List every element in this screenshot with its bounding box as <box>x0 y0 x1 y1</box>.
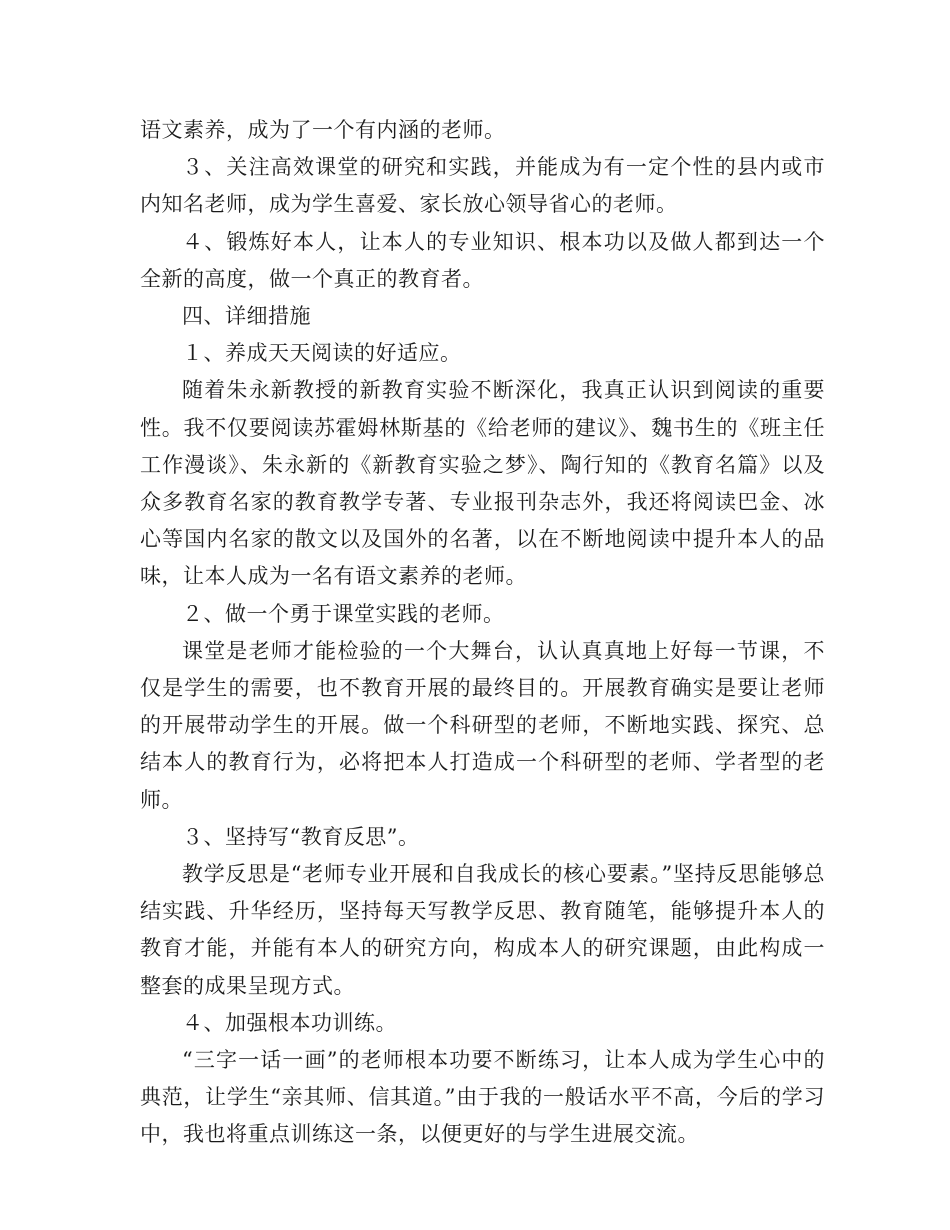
measure-body-3: 教学反思是“老师专业开展和自我成长的核心要素。”坚持反思能够总结实践、升华经历，坚持每天写教学反思、教育随笔，能够提升本人的教育才能，并能有本人的研究方向，构成本人的研究课题，由此构成一整套的成果呈现方式。 <box>140 862 825 998</box>
goal-item-4: ４、锻炼好本人，让本人的专业知识、根本功以及做人都到达一个全新的高度，做一个真正的教育者。 <box>140 229 825 291</box>
section-heading-measures: 四、详细措施 <box>182 304 311 329</box>
document-page <box>140 112 825 1154</box>
measure-body-4: “三字一话一画”的老师根本功要不断练习，让本人成为学生心中的典范，让学生“亲其师、信其道。”由于我的一般话水平不高，今后的学习中，我也将重点训练这一条，以便更好的与学生进展交流。 <box>140 1048 825 1147</box>
measure-body-2: 课堂是老师才能检验的一个大舞台，认认真真地上好每一节课，不仅是学生的需要，也不教育开展的最终目的。开展教育确实是要让老师的开展带动学生的开展。做一个科研型的老师，不断地实践、探究、总结本人的教育行为，必将把本人打造成一个科研型的老师、学者型的老师。 <box>140 638 825 812</box>
measure-heading-4: ４、加强根本功训练。 <box>182 1010 397 1035</box>
measure-heading-1: １、养成天天阅读的好适应。 <box>182 341 462 366</box>
measure-heading-3: ３、坚持写“教育反思”。 <box>182 824 420 849</box>
measure-heading-2: ２、做一个勇于课堂实践的老师。 <box>182 601 505 626</box>
measure-body-1: 随着朱永新教授的新教育实验不断深化，我真正认识到阅读的重要性。我不仅要阅读苏霍姆林斯基的《给老师的建议》、魏书生的《班主任工作漫谈》、朱永新的《新教育实验之梦》、陶行知的《教育名篇》以及众多教育名家的教育教学专著、专业报刊杂志外，我还将阅读巴金、冰心等国内名家的散文以及国外的名著，以在不断地阅读中提升本人的品味，让本人成为一名有语文素养的老师。 <box>140 378 825 589</box>
paragraph-continuation: 语文素养，成为了一个有内涵的老师。 <box>140 118 506 142</box>
goal-item-3: ３、关注高效课堂的研究和实践，并能成为有一定个性的县内或市内知名老师，成为学生喜爱、家长放心领导省心的老师。 <box>140 155 825 217</box>
